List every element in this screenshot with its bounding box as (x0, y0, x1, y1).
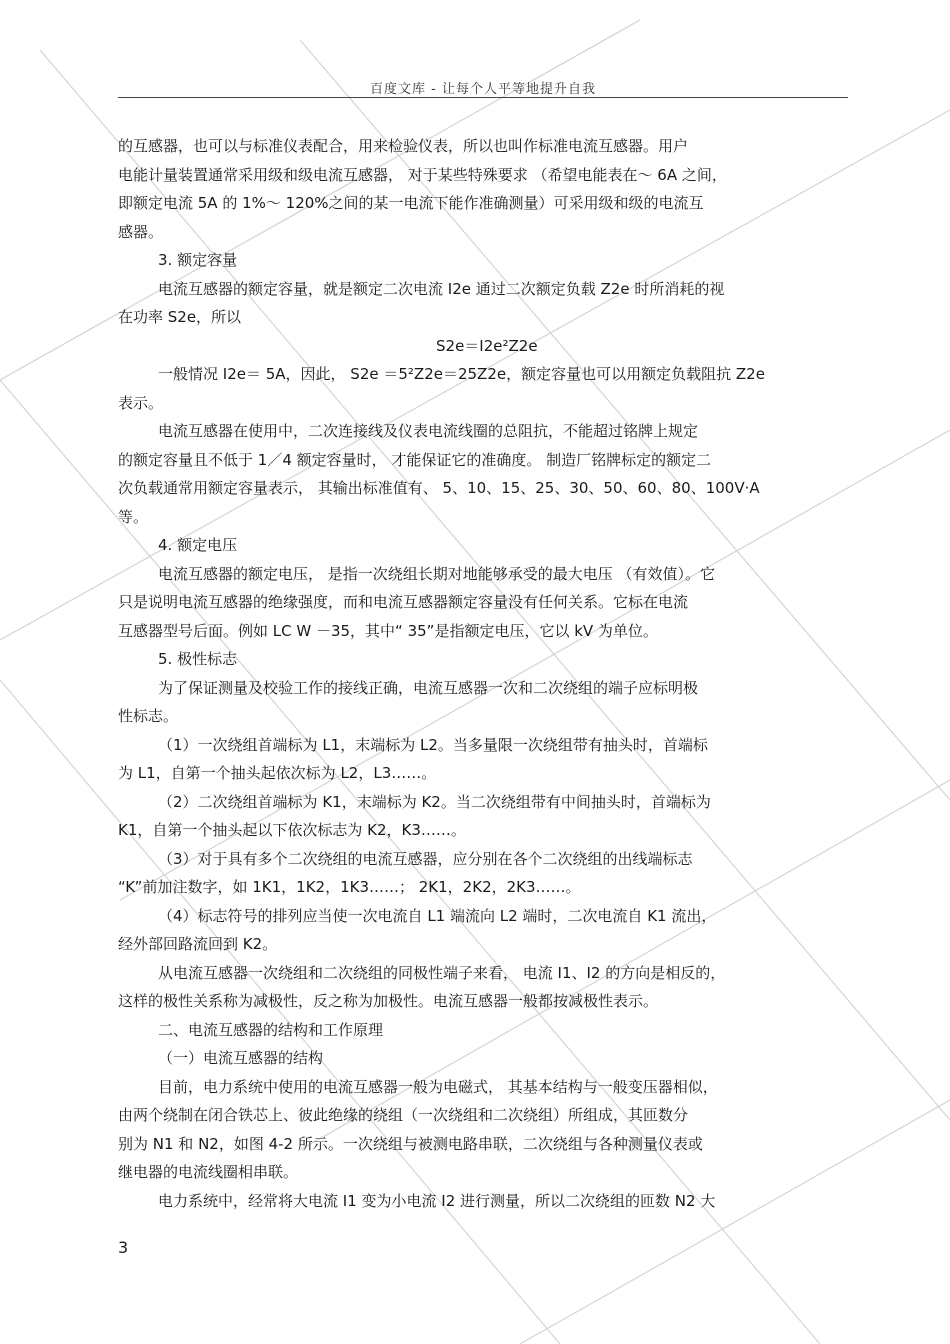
text-line: （3）对于具有多个二次绕组的电流互感器，应分别在各个二次绕组的出线端标志 (158, 849, 693, 868)
text-line: （1）一次绕组首端标为 L1，末端标为 L2。当多量限一次绕组带有抽头时，首端标 (158, 735, 708, 754)
text-line: 性标志。 (118, 707, 179, 725)
text-line: 表示。 (118, 393, 164, 412)
text-line: 只是说明电流互感器的绝缘强度，而和电流互感器额定容量没有任何关系。它标在电流 (118, 593, 689, 611)
text-line: 4. 额定电压 (158, 536, 238, 554)
text-line: 在功率 S2e，所以 (118, 308, 242, 326)
text-line: 电流互感器在使用中，二次连接线及仪表电流线圈的总阻抗，不能超过铭牌上规定 (158, 422, 699, 440)
text-line: 即额定电流 5A 的 1%～ 120%之间的某一电流下能作准确测量）可采用级和级的电流互 (118, 194, 704, 212)
text-line: （4）标志符号的排列应当使一次电流自 L1 端流向 L2 端时，二次电流自 K1 流出， (158, 906, 717, 925)
document-body (118, 132, 848, 1215)
text-line: 互感器型号后面。例如 LC W －35，其中“ 35”是指额定电压，它以 kV 为单位。 (118, 621, 658, 640)
text-line: 为了保证测量及校验工作的接线正确，电流互感器一次和二次绕组的端子应标明极 (158, 678, 699, 697)
text-line: 目前，电力系统中使用的电流互感器一般为电磁式， 其基本结构与一般变压器相似， (158, 1077, 718, 1096)
text-line: 由两个绕制在闭合铁芯上、彼此绝缘的绕组（一次绕组和二次绕组）所组成，其匝数分 (118, 1106, 689, 1124)
text-line: 经外部回路流回到 K2。 (118, 935, 278, 953)
text-line: 3. 额定容量 (158, 251, 238, 269)
text-line: 电流互感器的额定电压， 是指一次绕组长期对地能够承受的最大电压 （有效值）。它 (158, 564, 716, 583)
text-line: 感器。 (118, 222, 164, 241)
text-line: 电力系统中，经常将大电流 I1 变为小电流 I2 进行测量，所以二次绕组的匝数 N2 大 (158, 1191, 716, 1210)
text-line: 电能计量装置通常采用级和级电流互感器， 对于某些特殊要求 （希望电能表在～ 6A 之间， (118, 165, 727, 184)
text-line: 从电流互感器一次绕组和二次绕组的同极性端子来看， 电流 I1、I2 的方向是相反的， (158, 963, 726, 982)
text-line: K1，自第一个抽头起以下依次标志为 K2，K3……。 (118, 821, 466, 839)
text-line: 二、电流互感器的结构和工作原理 (158, 1020, 384, 1039)
text-line: 为 L1，自第一个抽头起依次标为 L2，L3……。 (118, 764, 437, 782)
header-divider (118, 97, 848, 98)
text-line: 继电器的电流线圈相串联。 (118, 1163, 299, 1181)
text-line: 的额定容量且不低于 1／4 额定容量时， 才能保证它的准确度。 制造厂铭牌标定的额定二 (118, 450, 712, 469)
text-line: 一般情况 I2e＝ 5A，因此， S2e ＝5²Z2e＝25Z2e，额定容量也可以用额定负载阻抗 Z2e (158, 365, 765, 383)
text-line: （2）二次绕组首端标为 K1，末端标为 K2。当二次绕组带有中间抽头时，首端标为 (158, 792, 711, 811)
text-line: 5. 极性标志 (158, 650, 238, 668)
text-line: （一）电流互感器的结构 (158, 1049, 324, 1067)
text-line: “K”前加注数字，如 1K1，1K2，1K3……； 2K1，2K2，2K3……。 (118, 878, 581, 896)
text-line: 等。 (118, 507, 149, 526)
text-line: 次负载通常用额定容量表示， 其输出标准值有、 5、10、15、25、30、50、60、80、100V·A (118, 479, 760, 497)
page-number: 3 (118, 1238, 129, 1257)
text-line: 的互感器，也可以与标准仪表配合，用来检验仪表，所以也叫作标准电流互感器。用户 (118, 137, 689, 155)
text-line: 电流互感器的额定容量，就是额定二次电流 I2e 通过二次额定负载 Z2e 时所消耗的视 (158, 279, 725, 298)
text-line: 这样的极性关系称为减极性，反之称为加极性。电流互感器一般都按减极性表示。 (118, 992, 659, 1010)
formula-line: S2e＝I2e²Z2e (436, 336, 538, 355)
page-header: 百度文库 - 让每个人平等地提升自我 (370, 82, 596, 97)
text-line: 别为 N1 和 N2，如图 4-2 所示。一次绕组与被测电路串联，二次绕组与各种测量仪表或 (118, 1134, 703, 1153)
